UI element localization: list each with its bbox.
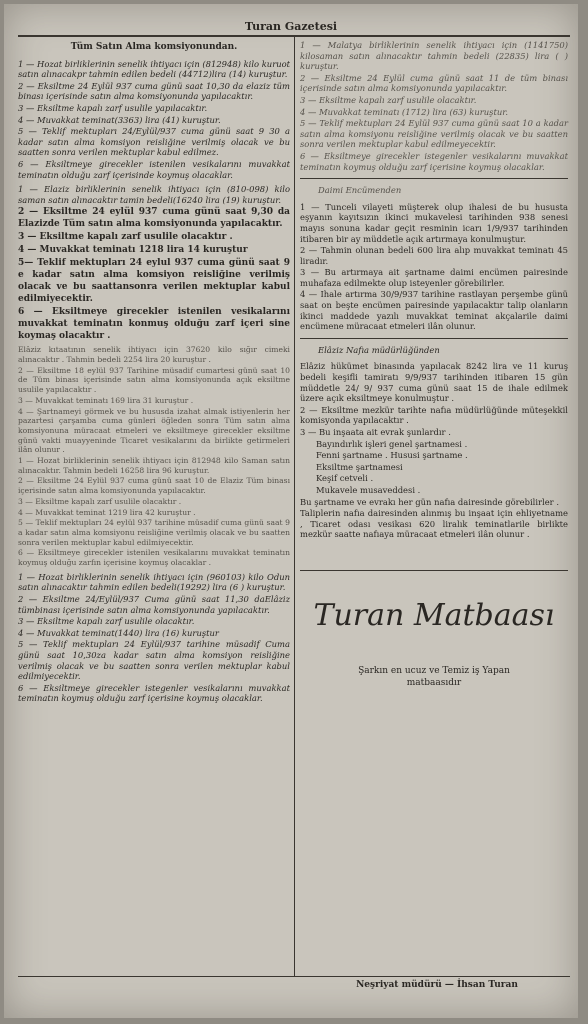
notice-paragraph: 2 — Eksiltme mezkür tarihte nafıa müdürlüğünde müteşekkil komisyonda yapılacaktır . — [300, 404, 568, 426]
ad-line: matbaasıdır — [406, 677, 462, 688]
notice-paragraph: 4 — Muvakkat teminatı (1712) lira (63) kuruştur. — [300, 106, 508, 117]
notice-paragraph: 4 — Muvakkat teminat 1219 lira 42 kuruştur . — [18, 507, 196, 517]
ad-title: Turan Matbaası — [313, 597, 555, 633]
notice-block-hozat-kuruot — [18, 59, 290, 181]
notice-paragraph: 5— Teklif mektupları 24 eylul 937 cuma günü saat 9 e kadar satın alma komsiyon reisliğine verilmiş olacak ve bu saattansonra verilen mektuplar kabul edilmiyecektir. — [18, 258, 290, 305]
notice-paragraph: 2 — Eksiltme 24 Eylül cuma günü saat 11 de tüm binası içerisinde satın alma komsiyonunda yapılacaktır. — [300, 72, 568, 94]
notice-block-hozat-odun — [18, 572, 290, 704]
notice-paragraph: 2 — Eksiltme 24/Eylül/937 Cuma günü saat 11,30 daElâziz tümbinası içerisinde satın alma komsiyonunda yapılacaktır. — [18, 593, 290, 615]
left-column — [18, 40, 290, 705]
newspaper-page — [4, 4, 578, 1018]
notice-paragraph: 2 — Tahmin olunan bedeli 600 lira alıp muvakkat teminatı 45 liradır. — [300, 245, 568, 266]
notice-paragraph: 3 — Eksiltme kapalı zarf usulile olacaktır . — [18, 496, 182, 506]
notice-paragraph: 6 — Eksiltmeye girecekler istegenler vesikalarını muvakkat teminatın koymuş olduğu zarf içerisine koymuş olacaklar. — [300, 150, 568, 172]
notice-paragraph: 1 — Hozat birliklerinin senelik ihtiyacı için (812948) kilo kuruot satın alınacakpr tahmin edilen bedeli (44712)lira (14) kuruştur. — [18, 58, 290, 80]
notice-paragraph: 3 — Eksiltme kapalı zarf usulile olacaktır . — [18, 232, 233, 243]
notice-paragraph: 3 — Eksiltme kapalı zarf usulile olacaktır. — [18, 616, 195, 627]
notice-paragraph: 3 — Muvakkat teminatı 169 lira 31 kuruştur . — [18, 395, 194, 405]
notice-paragraph: 1 — Tunceli vilayeti müşterek olup ihalesi de bu hususta eşyanın kayıtsızın ikinci mukavelesi tarihinden 938 senesi mayıs sonuna kadar geçit resminin icarı 1/9/937 tarihinden itibaren bir ay müddetle açık artırmaya konulmuştur. — [300, 201, 568, 244]
notice-heading: Tüm Satın Alma komsiyonundan. — [70, 42, 238, 52]
printing-house-ad — [300, 570, 568, 689]
notice-paragraph: Elâziz hükümet binasında yapılacak 8242 lira ve 11 kuruş bedeli keşifli tamiratı 9/9/937 tarihinden itibaren 15 gün müddetle 24/ 9/ 937 cuma günü saat 15 de ihale edilmek üzere açık eksiltmeye konulmuştur . — [300, 361, 568, 404]
notice-paragraph: 2 — Eksiltme 24 Eylül 937 cuma günü saat 10,30 da elaziz tüm binası içerisinde satın alma komsiyonunda yapılacaktır. — [18, 80, 290, 102]
document-list-item: Bayındırlık işleri genel şartnamesi . — [316, 438, 468, 449]
notice-paragraph: 5 — Teklif mektupları 24 Eylül/937 tarihine müsadif Cuma günü saat 10,30za kadar satın alma komsiyon reisliğine verilmiş olacak ve bu saatten sonra verilen mektuplar kabul edilmiyecektir. — [18, 639, 290, 682]
notice-paragraph: 4 — Muvakkat teminat(1440) lira (16) kuruştur — [18, 627, 219, 638]
notice-paragraph: Elâziz kıtaatının senelik ihtiyacı için 37620 kilo sığır cimeki alınacaktır . Tahmin bedeli 2254 lira 20 kuruştur . — [18, 345, 290, 365]
notice-paragraph: 4 — Şartnameyi görmek ve bu hususda izahat almak istiyenlerin her pazartesi çarşamba cuma günleri öğleden sonra Tüm satın alma komsiyonuna müracaat etmeleri ve eksiltmeye girecekler eksiltme günü vakti muayyeninde Ticaret vesikalarını da birlikte getirmeleri ilân olunur . — [18, 406, 290, 455]
section-heading: Elâziz Nafıa müdürlüğünden — [318, 344, 440, 355]
notice-paragraph: 4 — Muvakkat teminat(3363) lira (41) kuruştur. — [18, 114, 221, 125]
document-list-item: Mukavele musaveddesi . — [316, 484, 421, 495]
ad-line: Şarkın en ucuz ve Temiz iş Yapan — [358, 665, 510, 676]
document-list-item: Eksiltme şartnamesi — [316, 461, 403, 472]
section-heading: Daimi Encümenden — [318, 185, 402, 196]
notice-paragraph: 6 — Eksiltmeye girecekler istenilen vesikalarını muvakkat teminatın koymuş olduğu zarfın içerisine koymuş olacaklar . — [18, 548, 290, 568]
right-column — [300, 40, 568, 689]
encumen-section — [300, 178, 568, 332]
notice-paragraph: 3 — Eksiltme kapalı zarf usulile olacaktır. — [300, 94, 477, 105]
document-list-item: Fenni şartname . Hususi şartname . — [316, 450, 468, 461]
notice-block-malatya — [300, 40, 568, 172]
notice-paragraph: Bu şartname ve evrakı her gün nafıa dairesinde görebilirler . — [300, 496, 559, 507]
notice-paragraph: 2 — Eksiltme 18 eylül 937 Tarihine müsadif cumartesi günü saat 10 de Tüm binası içerisinde satın alma komsiyonunda açık eksiltme usulile yapılacaktır . — [18, 365, 290, 395]
notice-paragraph: 4 — Muvakkat teminatı 1218 lira 14 kuruştur — [18, 245, 248, 256]
notice-block-elaziz-saman — [18, 184, 290, 342]
notice-paragraph: 5 — Teklif mektupları 24/Eylül/937 cuma günü saat 9 30 a kadar satın alma komsiyon reisliğine verilmiş olacak ve bu saatten sonra verilen mektuplar kabul edilmez. — [18, 126, 290, 158]
notice-paragraph: 2 — Eksiltme 24 eylül 937 cuma günü saat 9,30 da Elazizde Tüm satın alma komsiyonunda yapılacaktır. — [18, 207, 290, 230]
notice-paragraph: 5 — Teklif mektupları 24 eylül 937 tarihine müsadif cuma günü saat 9 a kadar satın alma komsiyonu reisliğine verilmiş olacak ve bu saatten sonra verilen mektuplar kabul edilmiyecektir. — [18, 518, 290, 547]
notice-paragraph: 6 — Eksiltmeye girecekler istenilen vesikalarını muvakkat teminatın konmuş olduğu zarf içeri sine koymaş olacaktır . — [18, 307, 290, 342]
notice-paragraph: 4 — Ihale artırma 30/9/937 tarihine rastlayan perşembe günü saat on beşte encümen pairesinde yapılacaktır talip olanların ikinci maddede yazılı muvakkat teminat akçalarile daimi encümene müracaat etmeleri ilân olunur. — [300, 289, 568, 332]
notice-paragraph: 6 — Eksiltmeye girecekler istegenler vesikalarını muvakkat teminatın koymuş olduğu zarf içerisine koymuş olacaklar. — [18, 682, 290, 704]
notice-paragraph: 1 — Malatya birliklerinin senelik ihtiyacı için (1141750) kilosaman satın alınacaktır tahmin bedeli (22835) lira ( ) kuruştur. — [300, 40, 568, 72]
notice-paragraph: Taliplerin nafıa dairesinden alınmış bu inşaat için ehliyetname , Ticaret odası vesikası 620 liralık teminatlarile birlikte mezkür saatte nafıaya müracaat etmeleri ilân olunur . — [300, 508, 568, 540]
notice-paragraph: 2 — Eksiltme 24 Eylül 937 cuma günü saat 10 de Elaziz Tüm binası içerisinde satın alma komsiyonunda yapılacaktır. — [18, 476, 290, 496]
notice-paragraph: 1 — Hozat birliklerinin senelik ihtiyacı için (960103) kilo Odun satın alınacaktır tahmin edilen bedeli(19292) lira (6 ) kuruştur. — [18, 571, 290, 593]
notice-block-sigir-cimeki — [18, 345, 290, 567]
document-list-item: Keşif cetveli . — [316, 473, 374, 484]
nafia-section — [300, 338, 568, 540]
notice-paragraph: 6 — Eksiltmeye girecekler istenilen vesikalarını muvakkat teminatın olduğu zarf içerisinde koymuş olacaklar. — [18, 158, 290, 180]
publisher-footer: Neşriyat müdürü — İhsan Turan — [356, 980, 518, 990]
column-divider — [294, 36, 295, 976]
notice-paragraph: 3 — Bu artırmaya ait şartname daimi encümen pairesinde muhafaza edilmekte olup isteyenler görebilirler. — [300, 267, 568, 288]
notice-paragraph: 5 — Teklif mektupları 24 Eylül 937 cuma günü saat 10 a kadar satın alma komsiyonu reisliğine verilmiş olacak ve bu saatten sonra verilen mektuplar kabul edilmeyecektir. — [300, 118, 568, 150]
footer-rule — [18, 976, 570, 977]
notice-paragraph: 3 — Bu inşaata ait evrak şunlardır . — [300, 427, 451, 437]
running-head: Turan Gazetesi — [244, 20, 338, 33]
notice-paragraph: 1 — Elaziz birliklerinin senelik ihtiyacı için (810-098) kilo saman satın alınacaktır tamin bedeli(16240 lira (19) kuruştur. — [18, 184, 290, 205]
notice-paragraph: 1 — Hozat birliklerinin senelik ihtiyacı için 812948 kilo Saman satın alınacaktır. Tahmin bedeli 16258 lira 96 kuruştur. — [18, 456, 290, 475]
notice-paragraph: 3 — Eksiltme kapalı zarf usulile yapılacaktır. — [18, 102, 208, 113]
